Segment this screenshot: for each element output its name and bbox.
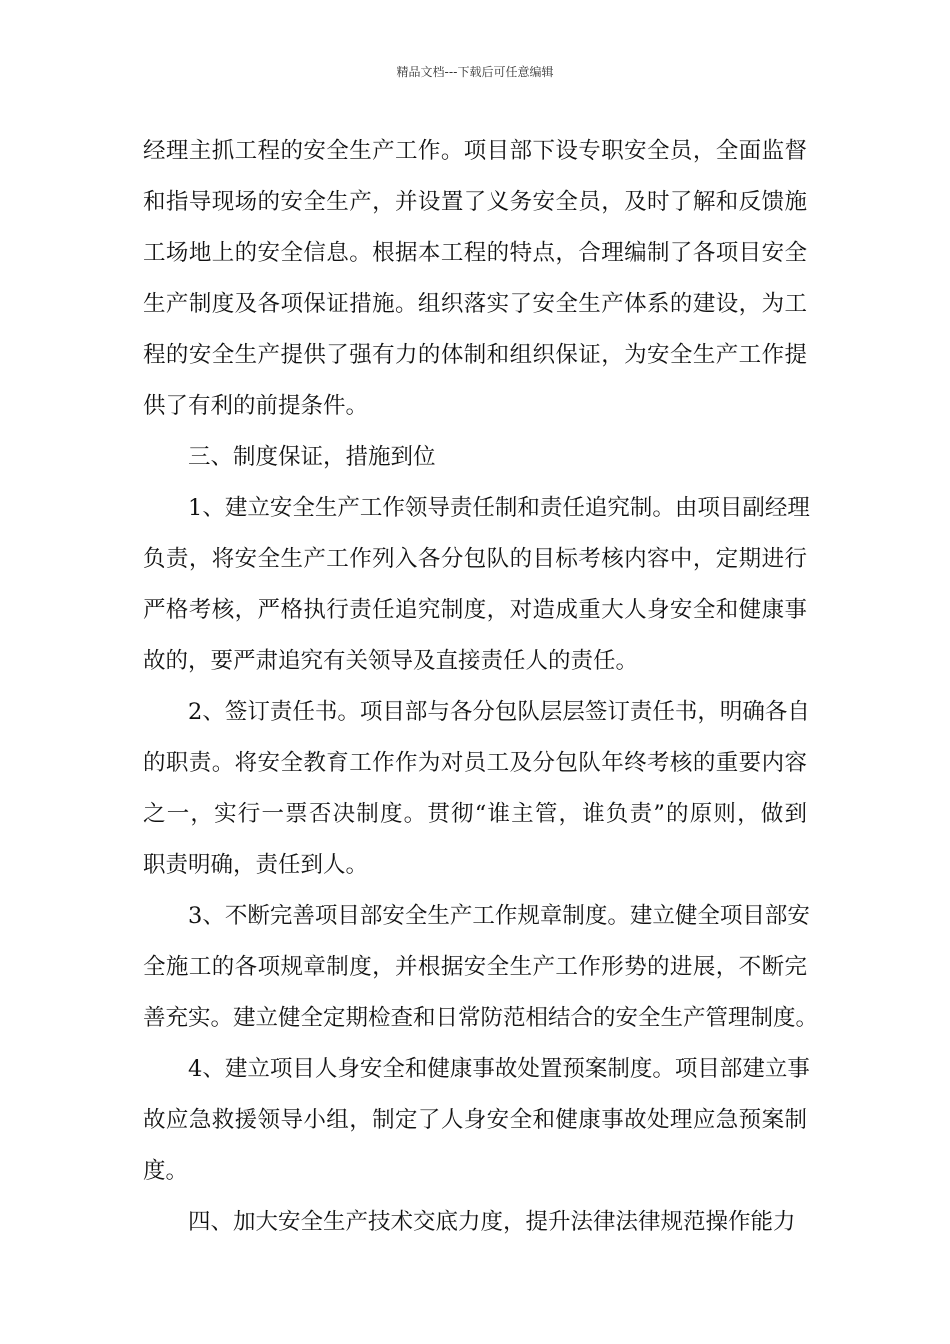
page-header: 精品文档---下载后可任意编辑	[396, 65, 554, 79]
paragraph-line: 供了有利的前提条件。	[143, 393, 369, 419]
paragraph-line: 生产制度及各项保证措施。组织落实了安全生产体系的建设，为工	[143, 291, 807, 317]
paragraph-line: 严格考核，严格执行责任追究制度，对造成重大人身安全和健康事	[143, 597, 807, 623]
paragraph-line: 和指导现场的安全生产，并设置了义务安全员，及时了解和反馈施	[143, 189, 807, 215]
paragraph-line: 工场地上的安全信息。根据本工程的特点，合理编制了各项目安全	[143, 240, 807, 266]
section-heading: 三、制度保证，措施到位	[188, 444, 436, 470]
paragraph-line: 善充实。建立健全定期检查和日常防范相结合的安全生产管理制度。	[143, 1005, 819, 1031]
paragraph-line: 程的安全生产提供了强有力的体制和组织保证，为安全生产工作提	[143, 342, 807, 368]
paragraph-line: 全施工的各项规章制度，并根据安全生产工作形势的进展，不断完	[143, 954, 807, 980]
paragraph-line: 的职责。将安全教育工作作为对员工及分包队年终考核的重要内容	[143, 750, 807, 776]
paragraph-line: 职责明确，责任到人。	[143, 852, 369, 878]
paragraph-line: 1、建立安全生产工作领导责任制和责任追究制。由项目副经理	[188, 495, 810, 521]
section-heading: 四、加大安全生产技术交底力度，提升法律法律规范操作能力	[188, 1209, 796, 1235]
paragraph-line: 故应急救援领导小组，制定了人身安全和健康事故处理应急预案制	[143, 1107, 807, 1133]
paragraph-line: 3、不断完善项目部安全生产工作规章制度。建立健全项目部安	[188, 903, 810, 929]
paragraph-line: 负责，将安全生产工作列入各分包队的目标考核内容中，定期进行	[143, 546, 807, 572]
document-body	[143, 126, 819, 1248]
paragraph-line: 经理主抓工程的安全生产工作。项目部下设专职安全员，全面监督	[143, 138, 807, 164]
paragraph-line: 之一，实行一票否决制度。贯彻“谁主管，谁负责”的原则，做到	[143, 801, 807, 827]
paragraph-line: 故的，要严肃追究有关领导及直接责任人的责任。	[143, 648, 639, 674]
paragraph-line: 4、建立项目人身安全和健康事故处置预案制度。项目部建立事	[188, 1056, 810, 1082]
paragraph-line: 度。	[143, 1158, 189, 1184]
paragraph-line: 2、签订责任书。项目部与各分包队层层签订责任书，明确各自	[188, 699, 810, 725]
